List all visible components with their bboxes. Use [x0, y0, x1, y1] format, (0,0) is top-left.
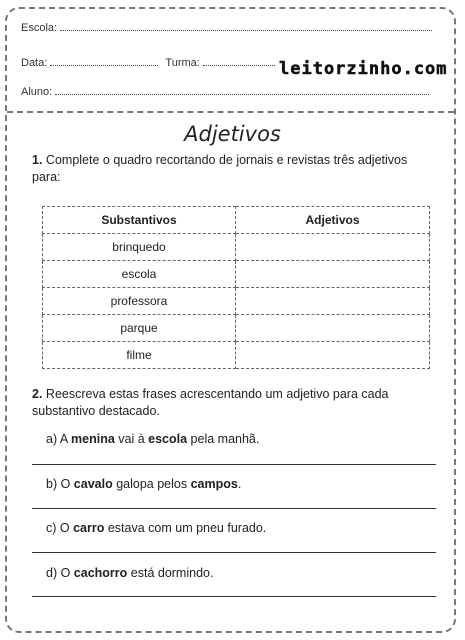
answer-line-b[interactable] — [32, 508, 436, 509]
question-2-text: Reescreva estas frases acrescentando um adjetivo para cada substantivo destacado. — [32, 387, 389, 418]
adjective-cell[interactable] — [236, 315, 430, 342]
adjectives-table — [42, 206, 430, 369]
sentence-text: d) O — [46, 566, 74, 580]
answer-line-d[interactable] — [32, 596, 436, 597]
question-1-number: 1. — [32, 153, 43, 167]
header-divider — [7, 111, 454, 113]
highlighted-noun: escola — [148, 432, 188, 446]
sentence-text: galopa pelos — [112, 477, 191, 491]
school-field[interactable] — [21, 21, 432, 34]
sentence-c — [46, 521, 266, 535]
question-1-text: Complete o quadro recortando de jornais e revistas três adjetivos para: — [32, 153, 408, 184]
table-row — [43, 261, 430, 288]
answer-line-c[interactable] — [32, 552, 436, 553]
school-label: Escola: — [21, 22, 58, 34]
school-line — [60, 21, 432, 31]
sentence-text: a) A — [46, 432, 72, 446]
noun-cell: brinquedo — [43, 234, 236, 261]
highlighted-noun: cachorro — [73, 566, 128, 580]
sentence-text: c) O — [46, 521, 74, 535]
student-line — [55, 85, 429, 95]
student-label: Aluno: — [21, 86, 53, 98]
table-row — [43, 315, 430, 342]
sentence-text: . — [237, 477, 242, 491]
page-title: Adjetivos — [184, 122, 281, 146]
table-header-nouns: Substantivos — [43, 207, 236, 234]
table-header-adjectives: Adjetivos — [236, 207, 430, 234]
sentence-text: estava com um pneu furado. — [104, 521, 267, 535]
noun-cell: filme — [43, 342, 236, 369]
sentence-b — [46, 477, 241, 491]
highlighted-noun: menina — [71, 432, 115, 446]
brand-logo: leitorzinho.com — [279, 59, 448, 79]
question-1 — [32, 152, 432, 186]
table-row — [43, 342, 430, 369]
sentence-text: b) O — [46, 477, 74, 491]
highlighted-noun: cavalo — [73, 477, 113, 491]
sentence-a — [46, 432, 259, 446]
noun-cell: parque — [43, 315, 236, 342]
sentence-text: vai à — [114, 432, 149, 446]
date-field[interactable] — [21, 56, 275, 69]
class-line — [203, 56, 275, 66]
question-2-number: 2. — [32, 387, 43, 401]
noun-cell: professora — [43, 288, 236, 315]
adjective-cell[interactable] — [236, 342, 430, 369]
sentence-text: está dormindo. — [127, 566, 214, 580]
student-field[interactable] — [21, 85, 429, 98]
table-row — [43, 288, 430, 315]
noun-cell: escola — [43, 261, 236, 288]
adjective-cell[interactable] — [236, 261, 430, 288]
answer-line-a[interactable] — [32, 464, 436, 465]
date-line — [50, 56, 158, 66]
date-label: Data: — [21, 57, 48, 69]
adjective-cell[interactable] — [236, 234, 430, 261]
table-row — [43, 234, 430, 261]
sentence-d — [46, 566, 213, 580]
sentence-text: pela manhã. — [187, 432, 260, 446]
highlighted-noun: campos — [190, 477, 238, 491]
highlighted-noun: carro — [73, 521, 105, 535]
question-2 — [32, 386, 432, 420]
adjective-cell[interactable] — [236, 288, 430, 315]
class-label: Turma: — [165, 57, 200, 69]
